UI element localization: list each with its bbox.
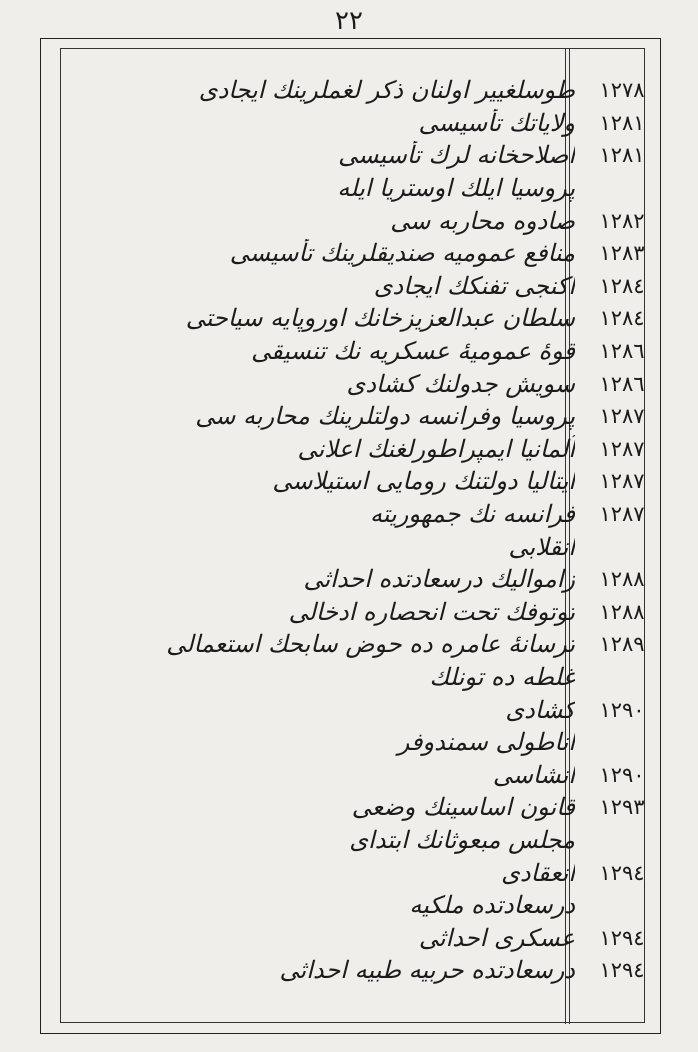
year-label: ١٢٨٤ [599,273,645,298]
event-text: انقلابى [508,532,575,561]
list-item [0,824,698,857]
page-number: ٢٢ [335,6,363,36]
list-item [0,465,698,498]
list-item [0,954,698,987]
list-item [0,74,698,107]
list-item [0,400,698,433]
event-text: اصلاحخانه لرك تأسيسى [338,141,575,170]
year-label: ١٢٨١ [599,110,645,135]
event-text: پروسيا وفرانسه دولتلرينك محاربه سى [195,402,575,431]
list-item [0,791,698,824]
year-label: ١٢٩٣ [599,795,645,820]
list-item [0,335,698,368]
year-label: ١٢٩٤ [599,860,645,885]
event-text: ترسانۀ عامره ده حوض سابحك استعمالى [166,630,575,659]
year-label: ١٢٨٧ [599,502,645,527]
event-text: درسعادتده حربيه طبيه احداثى [279,956,575,985]
event-text: اناطولى سمندوفر [397,728,575,757]
event-text: توتوفك تحت انحصاره ادخالى [288,597,575,626]
year-label: ١٢٨٨ [599,567,645,592]
event-text: منافع عموميه صنديقلرينك تأسيسى [229,239,575,268]
year-label: ١٢٧٨ [599,78,645,103]
year-label: ١٢٨٦ [599,371,645,396]
list-item [0,270,698,303]
list-item [0,661,698,694]
year-label: ١٢٨٧ [599,404,645,429]
year-label: ١٢٨٤ [599,306,645,331]
list-item [0,726,698,759]
event-text: قانون اساسينك وضعى [351,793,575,822]
year-label: ١٢٩٤ [599,958,645,983]
event-text: سويش جدولنك كشادى [346,369,575,398]
event-text: قوۀ عموميۀ عسكريه نك تنسيقى [251,337,575,366]
event-text: اكنجى تفنكك ايجادى [373,271,575,300]
list-item [0,302,698,335]
event-text: ولاياتك تأسيسى [418,108,575,137]
event-text: طوسلغيير اولنان ذكر لغملرينك ايجادى [198,76,575,105]
year-label: ١٢٨١ [599,143,645,168]
event-text: مجلس مبعوثانك ابتداى [349,825,575,854]
list-item [0,139,698,172]
year-label: ١٢٩٤ [599,925,645,950]
year-label: ١٢٨٩ [599,632,645,657]
list-item [0,693,698,726]
event-text: عسكرى احداثى [418,923,575,952]
event-text: انعقادى [501,858,575,887]
year-label: ١٢٨٨ [599,599,645,624]
list-item [0,367,698,400]
year-label: ١٢٩٠ [599,762,645,787]
list-item [0,107,698,140]
year-label: ١٢٨٢ [599,208,645,233]
list-item [0,921,698,954]
list-item [0,204,698,237]
event-text: كشادى [505,695,575,724]
list-item [0,530,698,563]
year-label: ١٢٨٣ [599,241,645,266]
chronology-list [0,74,698,987]
list-item [0,628,698,661]
event-text: انشاسى [492,760,575,789]
list-item [0,596,698,629]
year-label: ١٢٨٦ [599,339,645,364]
event-text: درسعادتده ملكيه [409,891,575,920]
list-item [0,758,698,791]
event-text: غلطه ده تونلك [429,662,575,691]
list-item [0,856,698,889]
event-text: زامواليك درسعادتده احداثى [303,565,575,594]
list-item [0,889,698,922]
list-item [0,433,698,466]
event-text: سلطان عبدالعزيزخانك اوروپايه سياحتى [185,304,575,333]
event-text: ايتاليا دولتنك رومايى استيلاسى [272,467,575,496]
list-item [0,172,698,205]
list-item [0,563,698,596]
event-text: صادوه محاربه سى [390,206,575,235]
year-label: ١٢٨٧ [599,469,645,494]
list-item [0,237,698,270]
event-text: فرانسه نك جمهوريته [369,500,575,529]
event-text: آلمانيا ايمپراطورلغنك اعلانى [297,434,575,463]
event-text: پروسيا ايلك اوستريا ايله [337,174,575,203]
year-label: ١٢٩٠ [599,697,645,722]
list-item [0,498,698,531]
year-label: ١٢٨٧ [599,436,645,461]
